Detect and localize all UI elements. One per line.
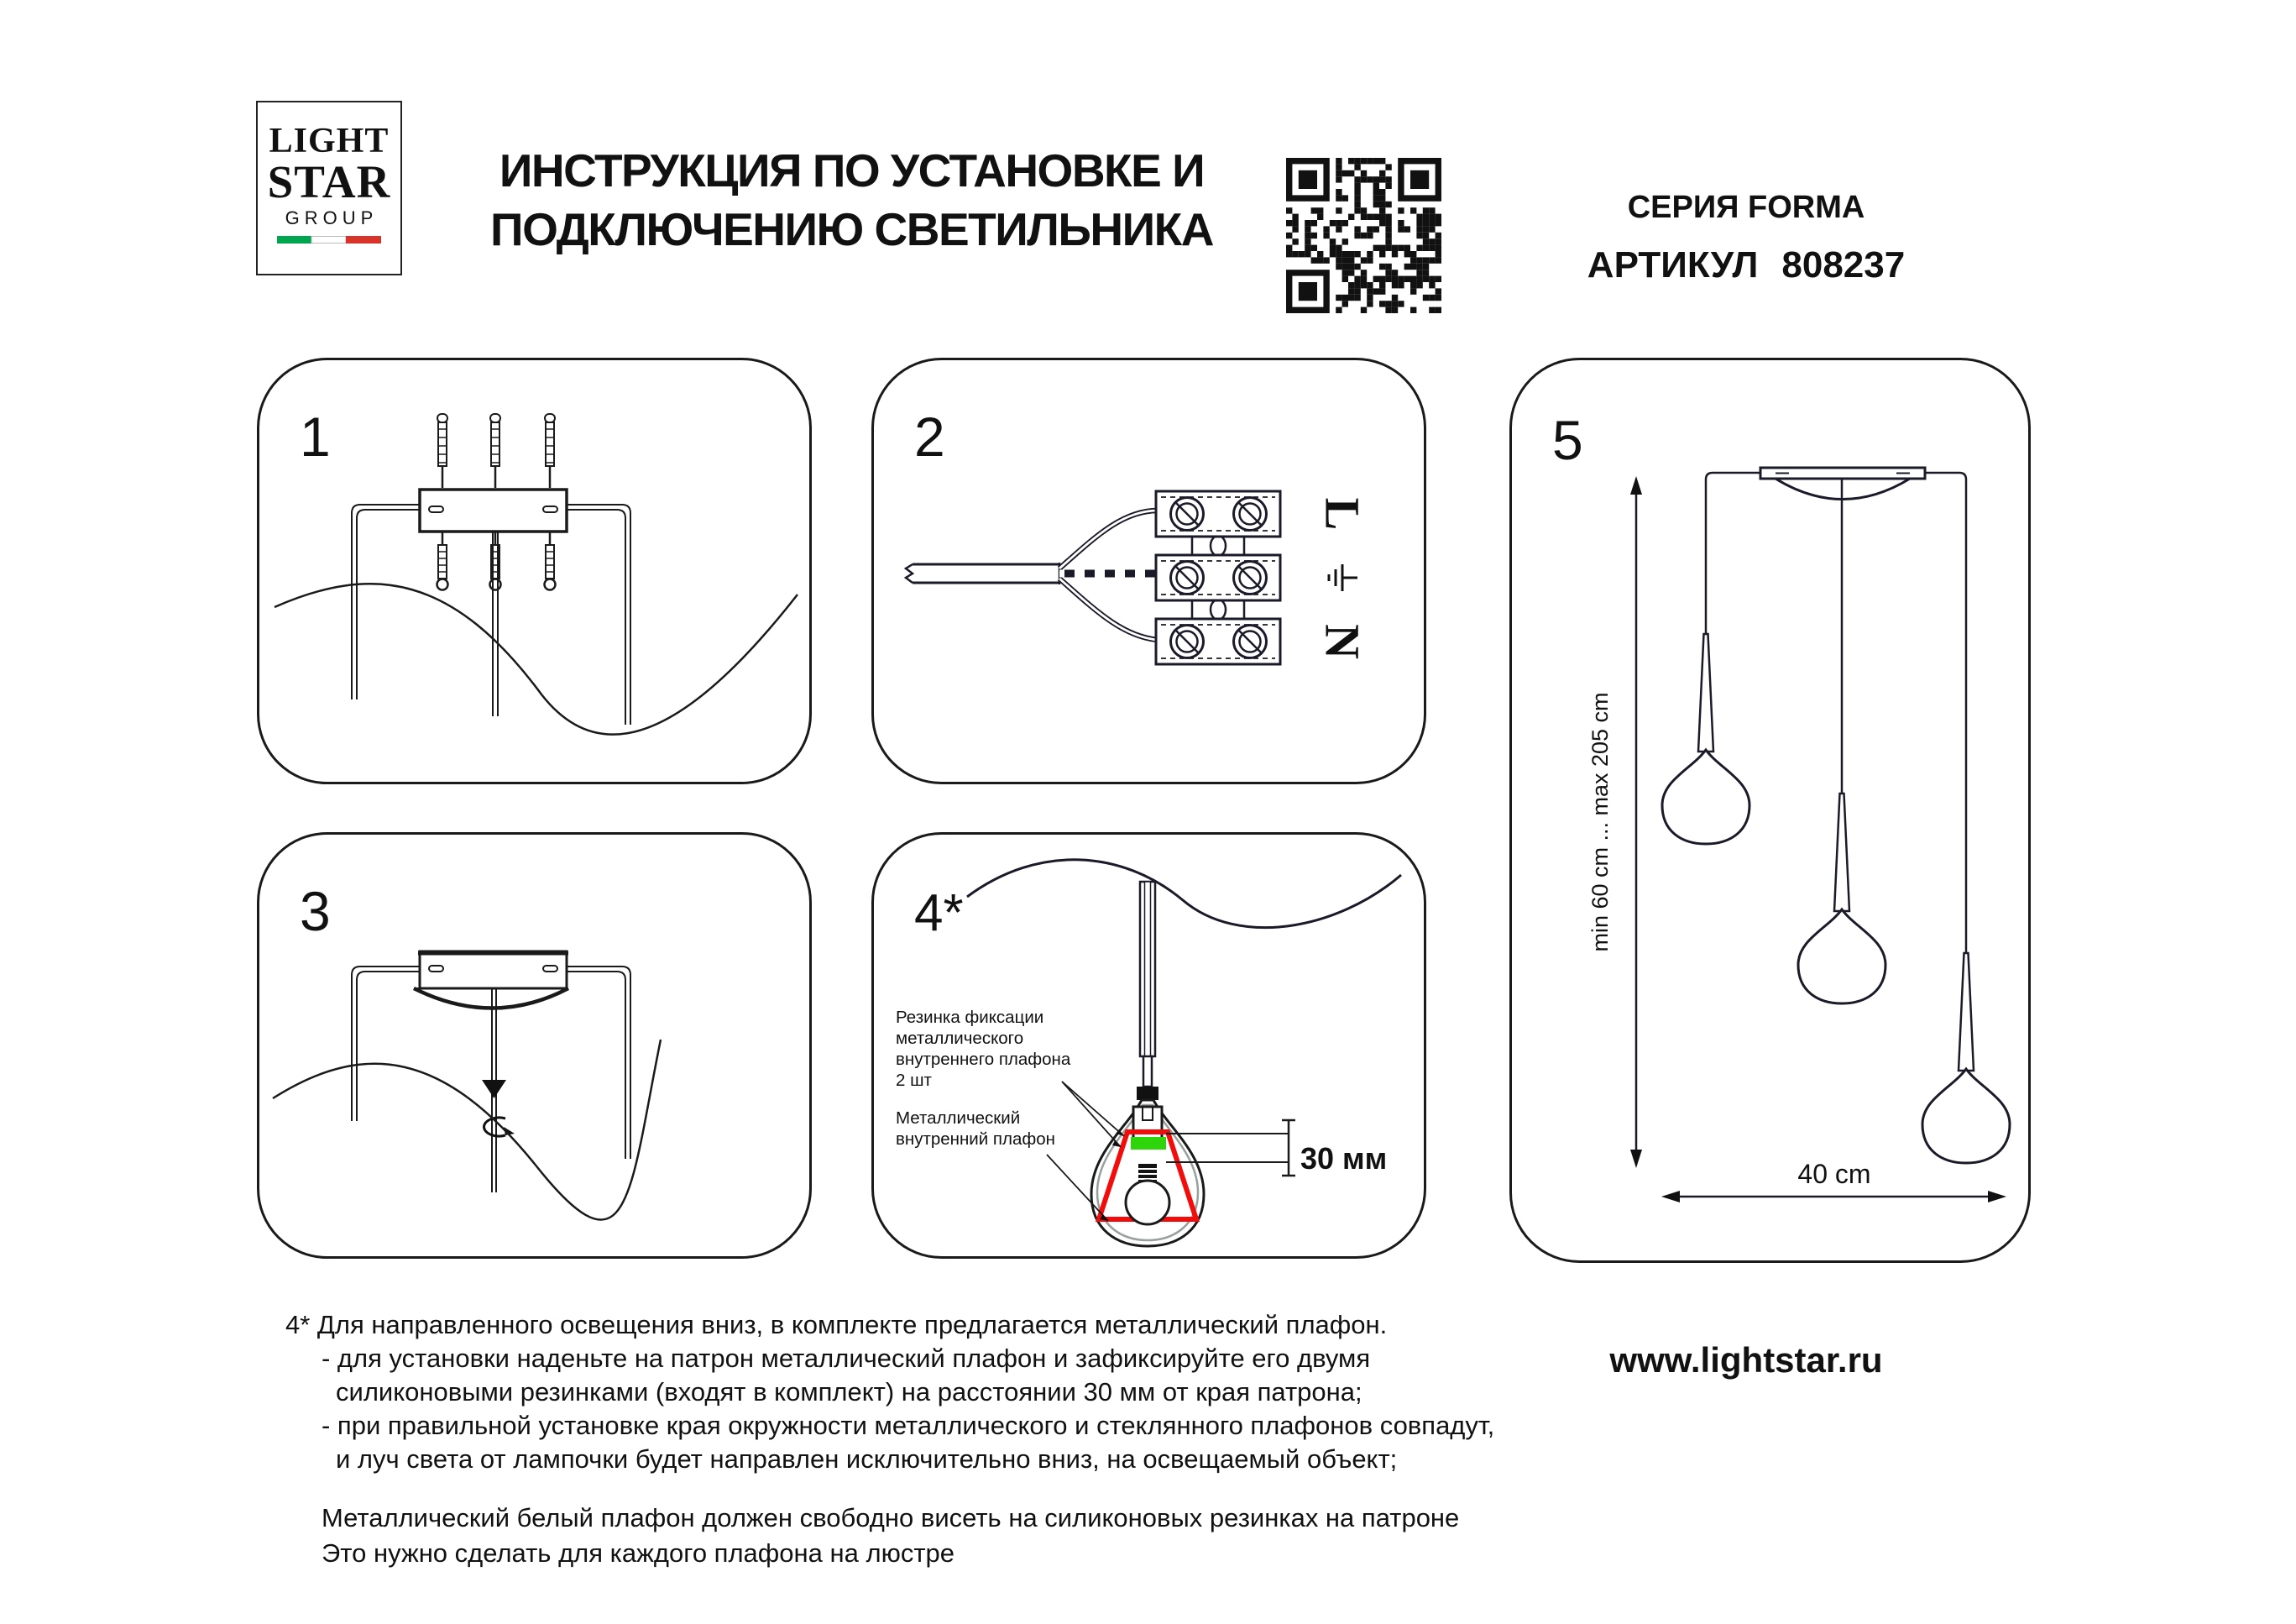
footer-note-5: и луч света от лампочки будет направлен исключительно вниз, на освещаемый объект;	[336, 1444, 1398, 1474]
footer-note-7: Это нужно сделать для каждого плафона на люстре	[322, 1538, 955, 1568]
website-url: www.lightstar.ru	[1609, 1340, 1883, 1380]
italian-flag-icon	[277, 236, 381, 244]
dim-30mm-label: 30 мм	[1300, 1141, 1388, 1176]
svg-text:внутренний плафон: внутренний плафон	[896, 1129, 1055, 1149]
footer-note-3: силиконовыми резинками (входят в комплект) на расстоянии 30 мм от края патрона;	[336, 1377, 1362, 1407]
footer-note-6: Металлический белый плафон должен свободно висеть на силиконовых резинках на патроне	[322, 1503, 1460, 1532]
title-line-1: ИНСТРУКЦИЯ ПО УСТАНОВКЕ И	[499, 144, 1205, 196]
panel-2-wiring	[871, 357, 1427, 785]
svg-text:металлического: металлического	[896, 1029, 1024, 1048]
panel-4-metal-shade	[871, 831, 1427, 1260]
logo-word-group: GROUP	[285, 207, 379, 228]
socket-drawing	[1133, 1107, 1162, 1142]
live-terminal-label: L	[1315, 497, 1370, 531]
terminal-blocks-drawing	[1156, 491, 1280, 664]
panel-1-number: 1	[300, 406, 331, 468]
svg-text:внутреннего плафона: внутреннего плафона	[896, 1050, 1071, 1069]
footer-note-2: - для установки наденьте на патрон металлический плафон и зафиксируйте его двумя	[322, 1344, 1371, 1373]
article-number: 808237	[1781, 244, 1906, 286]
mounting-plate-drawing	[420, 490, 567, 532]
mounting-plate-drawing	[418, 951, 568, 988]
silicone-band	[1131, 1137, 1166, 1150]
logo-word-light: LIGHT	[269, 122, 390, 160]
footer-note-1: 4* Для направленного освещения вниз, в комплекте предлагается металлический плафон.	[285, 1310, 1388, 1339]
panel-3-drawing	[256, 831, 813, 1260]
title-line-2: ПОДКЛЮЧЕНИЮ СВЕТИЛЬНИКА	[490, 203, 1213, 255]
svg-text:2 шт: 2 шт	[896, 1071, 932, 1090]
panel-4-drawing	[871, 831, 1427, 1260]
svg-text:Металлический: Металлический	[896, 1108, 1021, 1128]
neutral-terminal-label: N	[1315, 624, 1370, 659]
lightstar-logo	[256, 101, 402, 275]
product-info	[1536, 190, 1956, 286]
panel-5-drawing	[1509, 357, 2032, 1264]
logo-word-star: STAR	[267, 156, 391, 207]
qr-code-icon	[1286, 158, 1441, 313]
panel-3-number: 3	[300, 880, 331, 942]
panel-1-drawing	[256, 357, 813, 785]
page-title	[468, 141, 1236, 259]
qr-code	[1286, 158, 1441, 313]
panel-4-number: 4*	[914, 884, 964, 942]
panel-2-number: 2	[914, 406, 945, 468]
width-dim-label: 40 cm	[1797, 1159, 1871, 1189]
footer-note-4: - при правильной установке края окружности металлического и стеклянного плафонов совпадут,	[322, 1411, 1495, 1440]
article-row	[1536, 244, 1956, 286]
panel-3-canopy	[256, 831, 813, 1260]
panel-2-drawing	[871, 357, 1427, 785]
svg-text:Резинка фиксации: Резинка фиксации	[896, 1008, 1044, 1027]
series-name: СЕРИЯ FORMA	[1627, 190, 1865, 225]
height-dim-label: min 60 cm ... max 205 cm	[1587, 692, 1613, 952]
panel-1-mounting	[256, 357, 813, 785]
article-label: АРТИКУЛ	[1587, 244, 1759, 286]
panel-5-number: 5	[1552, 409, 1583, 471]
panel-5-dimensions	[1509, 357, 2032, 1264]
